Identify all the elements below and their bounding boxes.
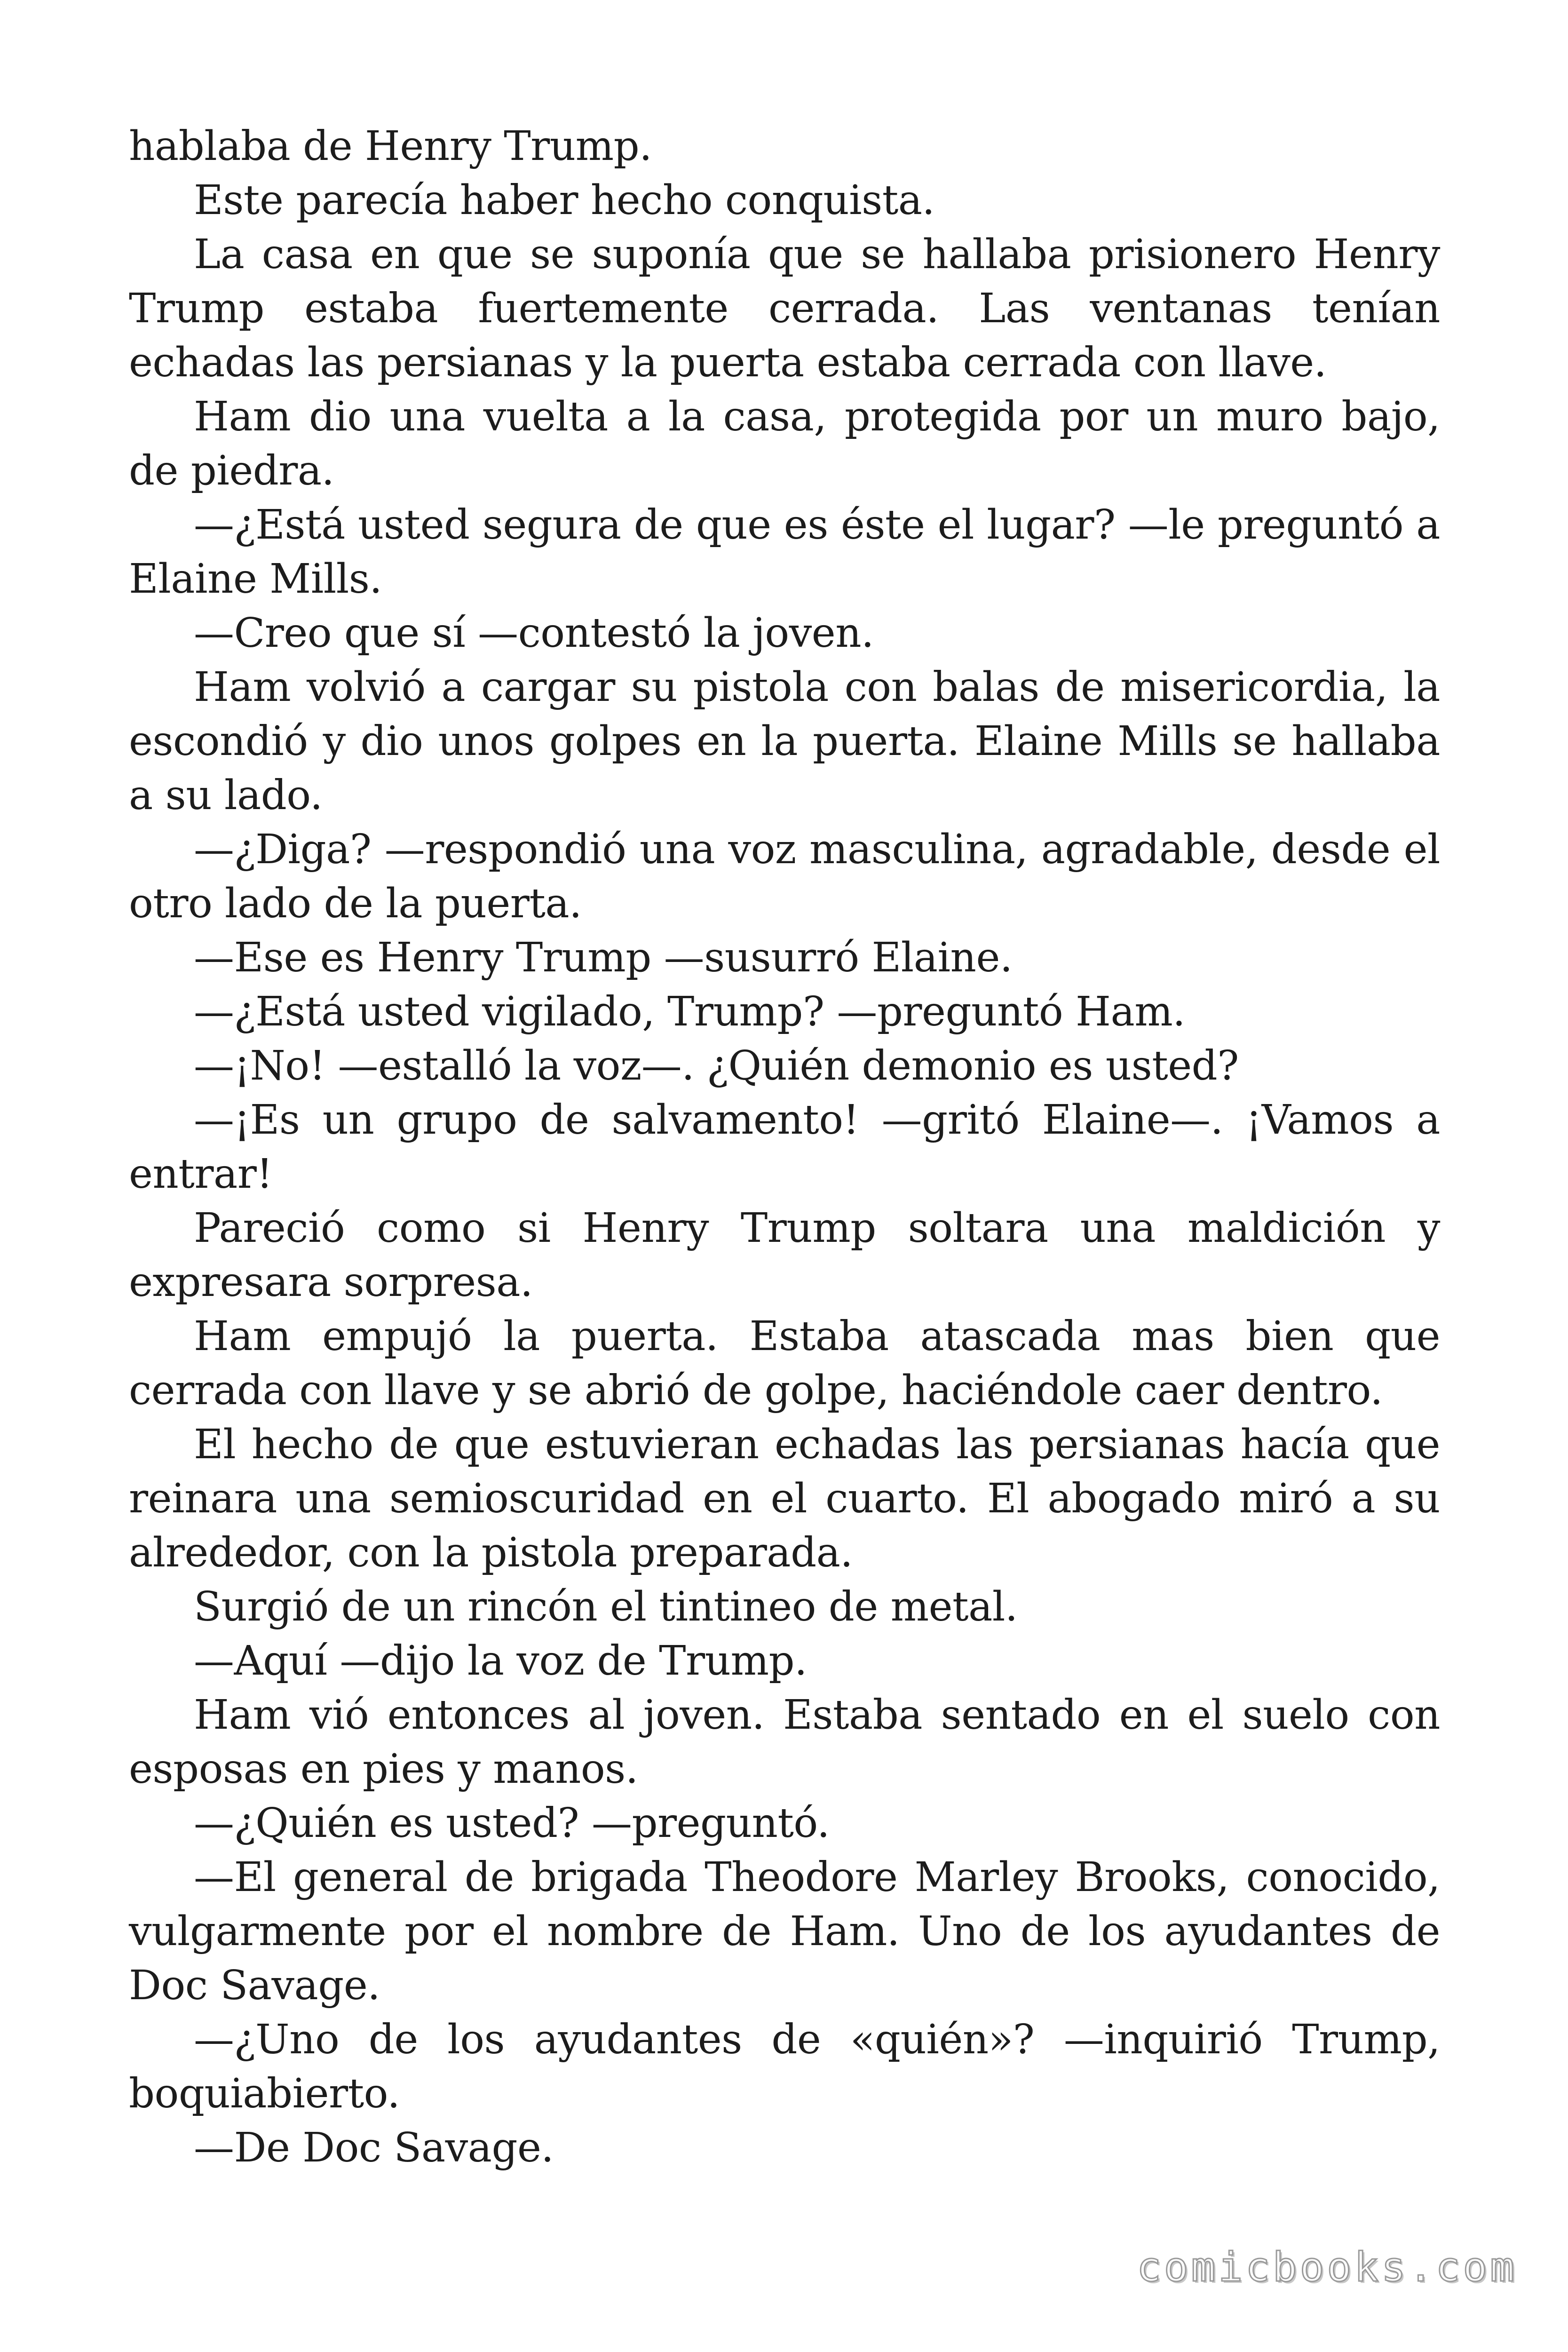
paragraph-2: Este parecía haber hecho conquista. — [194, 177, 935, 224]
paragraph-5: —¿Está usted segura de que es éste el lugar? —le preguntó a Elaine Mills. — [129, 501, 1440, 603]
paragraph-8: —¿Diga? —respondió una voz masculina, agradable, desde el otro lado de la puerta. — [129, 826, 1440, 927]
watermark-text: comicbooks.com — [1137, 2244, 1517, 2291]
paragraph-9: —Ese es Henry Trump —susurró Elaine. — [194, 934, 1013, 981]
paragraph-4: Ham dio una vuelta a la casa, protegida por un muro bajo, de piedra. — [129, 393, 1440, 494]
paragraph-20: —El general de brigada Theodore Marley Brooks, conocido, vulgarmente por el nombre de Ham. Uno de los ayudantes de Doc Savage. — [129, 1854, 1440, 2009]
paragraph-1: hablaba de Henry Trump. — [129, 123, 652, 170]
paragraph-11: —¡No! —estalló la voz—. ¿Quién demonio es usted? — [194, 1042, 1239, 1089]
paragraph-6: —Creo que sí —contestó la joven. — [194, 610, 874, 657]
paragraph-7: Ham volvió a cargar su pistola con balas de misericordia, la escondió y dio unos golpes en la puerta. Elaine Mills se hallaba a su lado. — [129, 664, 1440, 819]
paragraph-19: —¿Quién es usted? —preguntó. — [194, 1800, 830, 1847]
paragraph-18: Ham vió entonces al joven. Estaba sentado en el suelo con esposas en pies y manos. — [129, 1692, 1440, 1793]
paragraph-3: La casa en que se suponía que se hallaba prisionero Henry Trump estaba fuertemente cerrada. Las ventanas tenían echadas las persianas y la puerta estaba cerrada con llave. — [129, 231, 1440, 386]
body-text — [129, 119, 1440, 2175]
paragraph-17: —Aquí —dijo la voz de Trump. — [194, 1637, 807, 1685]
paragraph-12: —¡Es un grupo de salvamento! —gritó Elaine—. ¡Vamos a entrar! — [129, 1097, 1440, 1198]
paragraph-16: Surgió de un rincón el tintineo de metal. — [194, 1583, 1018, 1630]
paragraph-22: —De Doc Savage. — [194, 2124, 554, 2171]
paragraph-13: Pareció como si Henry Trump soltara una maldición y expresara sorpresa. — [129, 1205, 1440, 1306]
paragraph-14: Ham empujó la puerta. Estaba atascada mas bien que cerrada con llave y se abrió de golpe, haciéndole caer dentro. — [129, 1313, 1440, 1414]
paragraph-21: —¿Uno de los ayudantes de «quién»? —inquirió Trump, boquiabierto. — [129, 2016, 1440, 2117]
paragraph-15: El hecho de que estuvieran echadas las persianas hacía que reinara una semioscuridad en el cuarto. El abogado miró a su alrededor, con la pistola preparada. — [129, 1421, 1440, 1576]
paragraph-10: —¿Está usted vigilado, Trump? —preguntó Ham. — [194, 988, 1186, 1035]
